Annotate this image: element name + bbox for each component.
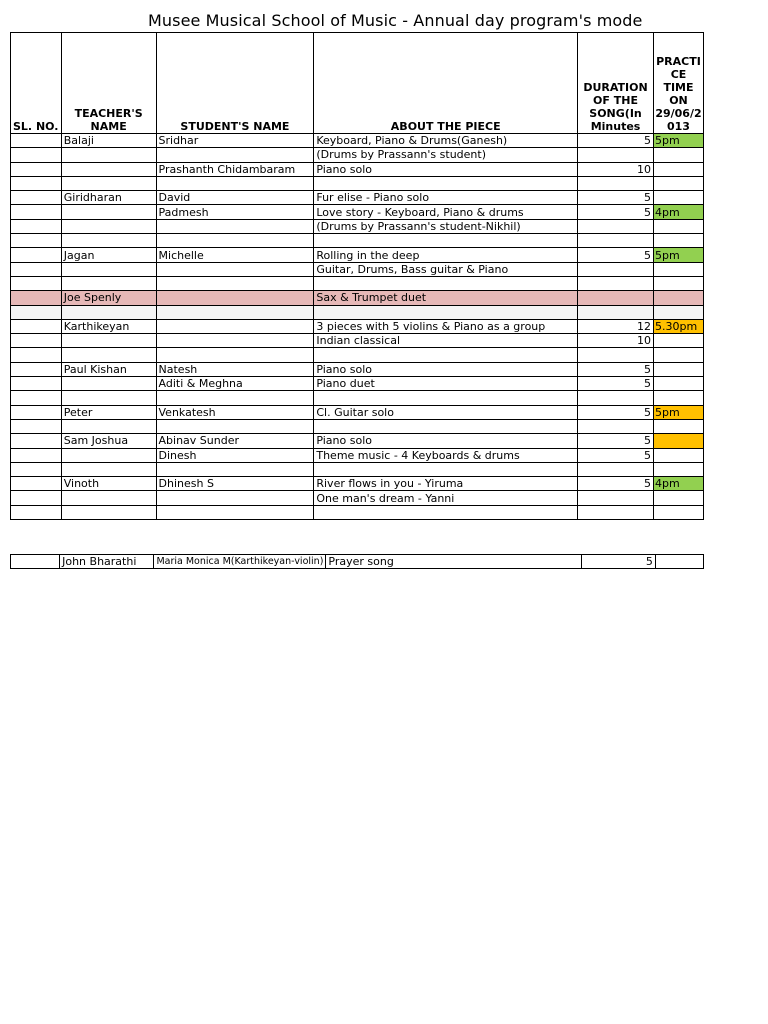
duration-cell[interactable] xyxy=(578,262,654,276)
piece-cell[interactable]: Rolling in the deep xyxy=(314,248,578,262)
piece-cell[interactable]: Indian classical xyxy=(314,334,578,348)
duration-cell[interactable]: 5 xyxy=(578,477,654,491)
practice-time-cell[interactable] xyxy=(653,234,703,248)
practice-time-cell[interactable] xyxy=(653,334,703,348)
student-cell[interactable] xyxy=(156,219,314,233)
practice-time-cell[interactable]: 4pm xyxy=(653,477,703,491)
teacher-cell[interactable] xyxy=(61,348,156,362)
piece-cell[interactable]: 3 pieces with 5 violins & Piano as a group xyxy=(314,319,578,333)
table-row xyxy=(11,305,704,319)
teacher-cell[interactable] xyxy=(61,276,156,290)
practice-time-cell[interactable] xyxy=(653,291,703,305)
table-row xyxy=(11,362,704,376)
program-table-wrapper xyxy=(10,32,704,520)
table-row xyxy=(11,555,704,569)
extra-table xyxy=(10,554,704,569)
student-cell[interactable] xyxy=(156,334,314,348)
practice-time-cell[interactable] xyxy=(653,176,703,190)
practice-time-cell[interactable] xyxy=(653,262,703,276)
student-cell[interactable] xyxy=(156,234,314,248)
piece-cell[interactable]: Fur elise - Piano solo xyxy=(314,191,578,205)
duration-cell[interactable] xyxy=(578,176,654,190)
practice-time-cell[interactable] xyxy=(653,419,703,433)
teacher-cell[interactable]: Karthikeyan xyxy=(61,319,156,333)
sl-cell[interactable] xyxy=(11,191,62,205)
sl-cell[interactable] xyxy=(11,491,62,505)
teacher-cell[interactable]: John Bharathi xyxy=(60,555,154,569)
duration-cell[interactable] xyxy=(578,305,654,319)
practice-time-cell[interactable] xyxy=(653,191,703,205)
col-header-sl-no: SL. NO. xyxy=(11,33,62,134)
sl-cell[interactable] xyxy=(11,377,62,391)
student-cell[interactable]: Abinav Sunder xyxy=(156,434,314,448)
piece-cell[interactable]: Sax & Trumpet duet xyxy=(314,291,578,305)
student-cell[interactable]: Dinesh xyxy=(156,448,314,462)
practice-time-cell[interactable] xyxy=(655,555,703,569)
practice-time-cell[interactable] xyxy=(653,462,703,476)
teacher-cell[interactable]: Giridharan xyxy=(61,191,156,205)
teacher-cell[interactable] xyxy=(61,205,156,219)
sl-cell[interactable] xyxy=(11,391,62,405)
piece-cell[interactable]: River flows in you - Yiruma xyxy=(314,477,578,491)
student-cell[interactable]: Prashanth Chidambaram xyxy=(156,162,314,176)
table-row xyxy=(11,462,704,476)
practice-time-cell[interactable] xyxy=(653,348,703,362)
duration-cell[interactable]: 5 xyxy=(578,448,654,462)
col-header-student: STUDENT'S NAME xyxy=(156,33,314,134)
student-cell[interactable]: Venkatesh xyxy=(156,405,314,419)
piece-cell[interactable]: Piano solo xyxy=(314,362,578,376)
table-row xyxy=(11,419,704,433)
sl-cell[interactable] xyxy=(11,319,62,333)
student-cell[interactable] xyxy=(156,491,314,505)
sl-cell[interactable] xyxy=(11,205,62,219)
teacher-cell[interactable]: Jagan xyxy=(61,248,156,262)
student-cell[interactable] xyxy=(156,305,314,319)
teacher-cell[interactable] xyxy=(61,334,156,348)
duration-cell[interactable]: 5 xyxy=(578,248,654,262)
student-cell[interactable]: Maria Monica M(Karthikeyan-violin) xyxy=(154,555,326,569)
piece-cell[interactable] xyxy=(314,305,578,319)
piece-cell[interactable]: (Drums by Prassann's student) xyxy=(314,148,578,162)
duration-cell[interactable]: 10 xyxy=(578,334,654,348)
student-cell[interactable] xyxy=(156,276,314,290)
piece-cell[interactable]: Cl. Guitar solo xyxy=(314,405,578,419)
duration-cell[interactable] xyxy=(578,491,654,505)
practice-time-cell[interactable] xyxy=(653,362,703,376)
sl-cell[interactable] xyxy=(11,448,62,462)
duration-cell[interactable] xyxy=(578,276,654,290)
table-row xyxy=(11,391,704,405)
teacher-cell[interactable] xyxy=(61,234,156,248)
duration-cell[interactable] xyxy=(578,219,654,233)
practice-time-cell[interactable]: 5.30pm xyxy=(653,319,703,333)
header-row xyxy=(11,33,704,134)
sl-cell[interactable] xyxy=(11,405,62,419)
piece-cell[interactable]: Piano solo xyxy=(314,162,578,176)
table-row xyxy=(11,205,704,219)
teacher-cell[interactable] xyxy=(61,377,156,391)
student-cell[interactable]: Michelle xyxy=(156,248,314,262)
sl-cell[interactable] xyxy=(11,334,62,348)
table-row xyxy=(11,148,704,162)
table-row xyxy=(11,162,704,176)
duration-cell[interactable]: 12 xyxy=(578,319,654,333)
duration-cell[interactable]: 10 xyxy=(578,162,654,176)
teacher-cell[interactable] xyxy=(61,219,156,233)
table-row xyxy=(11,334,704,348)
teacher-cell[interactable] xyxy=(61,419,156,433)
practice-time-cell[interactable] xyxy=(653,377,703,391)
practice-time-cell[interactable] xyxy=(653,148,703,162)
table-row xyxy=(11,134,704,148)
practice-time-cell[interactable] xyxy=(653,391,703,405)
duration-cell[interactable]: 5 xyxy=(578,405,654,419)
teacher-cell[interactable]: Peter xyxy=(61,405,156,419)
duration-cell[interactable]: 5 xyxy=(578,377,654,391)
teacher-cell[interactable] xyxy=(61,505,156,519)
sl-cell[interactable] xyxy=(11,348,62,362)
sl-cell[interactable] xyxy=(11,148,62,162)
piece-cell[interactable] xyxy=(314,176,578,190)
table-row xyxy=(11,248,704,262)
student-cell[interactable] xyxy=(156,262,314,276)
duration-cell[interactable] xyxy=(578,148,654,162)
student-cell[interactable]: David xyxy=(156,191,314,205)
piece-cell[interactable] xyxy=(314,391,578,405)
sl-cell[interactable] xyxy=(11,162,62,176)
table-row xyxy=(11,319,704,333)
teacher-cell[interactable] xyxy=(61,462,156,476)
practice-time-cell[interactable] xyxy=(653,434,703,448)
teacher-cell[interactable]: Joe Spenly xyxy=(61,291,156,305)
practice-time-cell[interactable]: 5pm xyxy=(653,405,703,419)
duration-cell[interactable] xyxy=(578,348,654,362)
teacher-cell[interactable] xyxy=(61,491,156,505)
piece-cell[interactable]: (Drums by Prassann's student-Nikhil) xyxy=(314,219,578,233)
table-row xyxy=(11,491,704,505)
piece-cell[interactable] xyxy=(314,505,578,519)
col-header-piece: ABOUT THE PIECE xyxy=(314,33,578,134)
piece-cell[interactable]: Piano solo xyxy=(314,434,578,448)
program-table xyxy=(10,32,704,520)
piece-cell[interactable]: Theme music - 4 Keyboards & drums xyxy=(314,448,578,462)
piece-cell[interactable] xyxy=(314,276,578,290)
duration-cell[interactable] xyxy=(578,234,654,248)
table-row xyxy=(11,505,704,519)
sl-cell[interactable] xyxy=(11,477,62,491)
piece-cell[interactable]: Guitar, Drums, Bass guitar & Piano xyxy=(314,262,578,276)
student-cell[interactable]: Aditi & Meghna xyxy=(156,377,314,391)
student-cell[interactable] xyxy=(156,348,314,362)
piece-cell[interactable]: Prayer song xyxy=(326,555,582,569)
student-cell[interactable]: Padmesh xyxy=(156,205,314,219)
practice-time-cell[interactable] xyxy=(653,276,703,290)
duration-cell[interactable]: 5 xyxy=(578,362,654,376)
piece-cell[interactable] xyxy=(314,234,578,248)
piece-cell[interactable] xyxy=(314,462,578,476)
col-header-teacher: TEACHER'S NAME xyxy=(61,33,156,134)
teacher-cell[interactable]: Sam Joshua xyxy=(61,434,156,448)
duration-cell[interactable]: 5 xyxy=(582,555,655,569)
sl-cell[interactable] xyxy=(11,291,62,305)
duration-cell[interactable] xyxy=(578,462,654,476)
table-row xyxy=(11,234,704,248)
table-row xyxy=(11,348,704,362)
student-cell[interactable]: Sridhar xyxy=(156,134,314,148)
table-row xyxy=(11,262,704,276)
practice-time-cell[interactable] xyxy=(653,305,703,319)
teacher-cell[interactable]: Vinoth xyxy=(61,477,156,491)
teacher-cell[interactable] xyxy=(61,176,156,190)
duration-cell[interactable] xyxy=(578,419,654,433)
sl-cell[interactable] xyxy=(11,219,62,233)
sl-cell[interactable] xyxy=(11,176,62,190)
col-header-practice-time: PRACTI CE TIME ON 29/06/2 013 xyxy=(653,33,703,134)
extra-table-wrapper xyxy=(10,554,704,569)
piece-cell[interactable]: Piano duet xyxy=(314,377,578,391)
table-row xyxy=(11,434,704,448)
table-row xyxy=(11,448,704,462)
sl-cell[interactable] xyxy=(11,555,60,569)
sl-cell[interactable] xyxy=(11,262,62,276)
table-row xyxy=(11,276,704,290)
table-row xyxy=(11,176,704,190)
duration-cell[interactable]: 5 xyxy=(578,191,654,205)
student-cell[interactable] xyxy=(156,319,314,333)
table-row xyxy=(11,219,704,233)
sl-cell[interactable] xyxy=(11,434,62,448)
table-row xyxy=(11,291,704,305)
duration-cell[interactable] xyxy=(578,505,654,519)
duration-cell[interactable] xyxy=(578,391,654,405)
sl-cell[interactable] xyxy=(11,248,62,262)
student-cell[interactable] xyxy=(156,391,314,405)
teacher-cell[interactable]: Balaji xyxy=(61,134,156,148)
student-cell[interactable] xyxy=(156,419,314,433)
table-row xyxy=(11,477,704,491)
practice-time-cell[interactable] xyxy=(653,448,703,462)
table-row xyxy=(11,191,704,205)
sl-cell[interactable] xyxy=(11,134,62,148)
duration-cell[interactable]: 5 xyxy=(578,205,654,219)
student-cell[interactable]: Natesh xyxy=(156,362,314,376)
teacher-cell[interactable]: Paul Kishan xyxy=(61,362,156,376)
teacher-cell[interactable] xyxy=(61,391,156,405)
sl-cell[interactable] xyxy=(11,362,62,376)
piece-cell[interactable]: One man's dream - Yanni xyxy=(314,491,578,505)
teacher-cell[interactable] xyxy=(61,148,156,162)
teacher-cell[interactable] xyxy=(61,448,156,462)
student-cell[interactable] xyxy=(156,291,314,305)
practice-time-cell[interactable] xyxy=(653,491,703,505)
sl-cell[interactable] xyxy=(11,419,62,433)
student-cell[interactable] xyxy=(156,462,314,476)
teacher-cell[interactable] xyxy=(61,262,156,276)
practice-time-cell[interactable]: 5pm xyxy=(653,248,703,262)
piece-cell[interactable] xyxy=(314,348,578,362)
practice-time-cell[interactable] xyxy=(653,162,703,176)
practice-time-cell[interactable]: 5pm xyxy=(653,134,703,148)
col-header-duration: DURATION OF THE SONG(In Minutes xyxy=(578,33,654,134)
practice-time-cell[interactable] xyxy=(653,219,703,233)
table-row xyxy=(11,405,704,419)
sheet-title: Musee Musical School of Music - Annual day program's mode xyxy=(148,11,643,30)
piece-cell[interactable]: Keyboard, Piano & Drums(Ganesh) xyxy=(314,134,578,148)
student-cell[interactable] xyxy=(156,148,314,162)
teacher-cell[interactable] xyxy=(61,305,156,319)
sl-cell[interactable] xyxy=(11,505,62,519)
practice-time-cell[interactable]: 4pm xyxy=(653,205,703,219)
duration-cell[interactable]: 5 xyxy=(578,134,654,148)
student-cell[interactable] xyxy=(156,505,314,519)
student-cell[interactable]: Dhinesh S xyxy=(156,477,314,491)
duration-cell[interactable]: 5 xyxy=(578,434,654,448)
sl-cell[interactable] xyxy=(11,462,62,476)
duration-cell[interactable] xyxy=(578,291,654,305)
student-cell[interactable] xyxy=(156,176,314,190)
table-row xyxy=(11,377,704,391)
sl-cell[interactable] xyxy=(11,234,62,248)
piece-cell[interactable] xyxy=(314,419,578,433)
teacher-cell[interactable] xyxy=(61,162,156,176)
piece-cell[interactable]: Love story - Keyboard, Piano & drums xyxy=(314,205,578,219)
practice-time-cell[interactable] xyxy=(653,505,703,519)
sl-cell[interactable] xyxy=(11,276,62,290)
sl-cell[interactable] xyxy=(11,305,62,319)
